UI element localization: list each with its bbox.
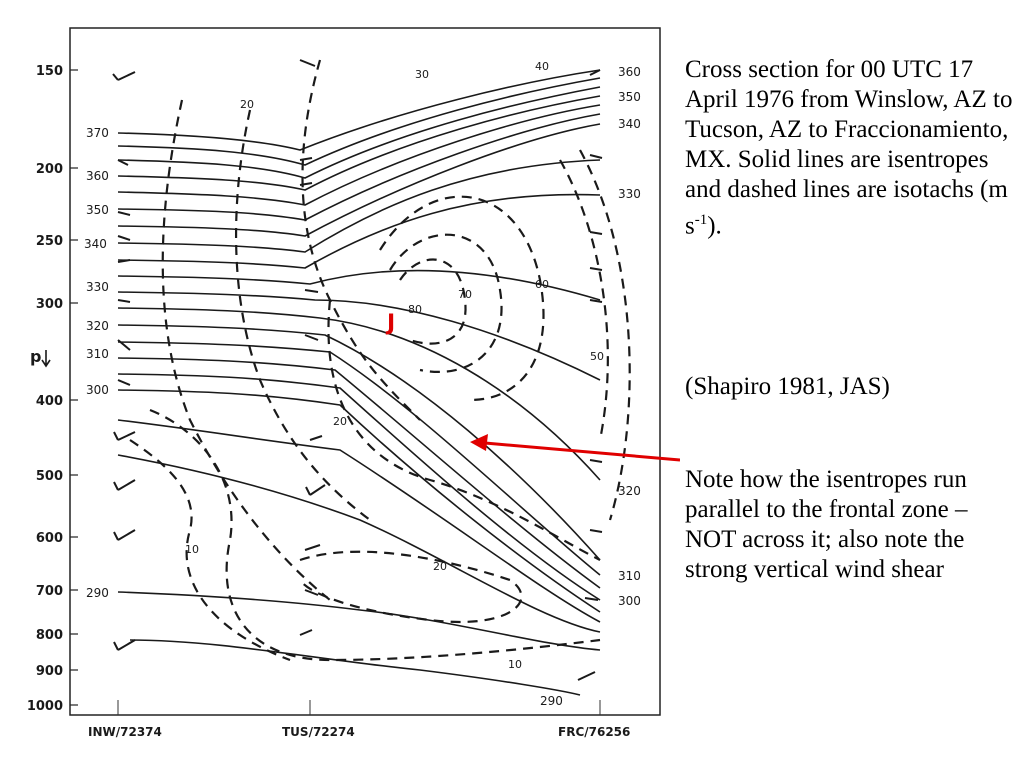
pressure-labels	[27, 64, 63, 714]
isentrope-label: 330	[618, 187, 641, 201]
isentrope-label: 340	[84, 237, 107, 251]
isentrope-labels-left	[84, 126, 109, 600]
isentrope-label: 310	[618, 569, 641, 583]
isentrope-label: 360	[618, 65, 641, 79]
pressure-axis-label: p	[30, 347, 42, 366]
pressure-label: 600	[35, 531, 63, 546]
station-labels	[88, 725, 630, 739]
caption-citation: (Shapiro 1981, JAS)	[685, 373, 890, 400]
isotach-labels	[185, 60, 604, 671]
pressure-label: 200	[35, 162, 63, 177]
isentrope-label: 330	[86, 280, 109, 294]
frontal-zone-arrow-icon	[470, 434, 680, 460]
caption-description-end: ).	[707, 212, 722, 240]
isentrope-label: 360	[86, 169, 109, 183]
isentrope-label: 310	[86, 347, 109, 361]
pressure-ticks	[70, 70, 78, 705]
isotach-label: 20	[240, 98, 254, 111]
isotach-label: 60	[535, 278, 549, 291]
jet-marker: J	[387, 311, 396, 336]
isentrope-label: 320	[86, 319, 109, 333]
station-label: INW/72374	[88, 725, 162, 739]
station-label: FRC/76256	[558, 725, 631, 739]
isotach-label: 40	[535, 60, 549, 73]
isentrope-label: 290	[540, 694, 563, 708]
isentrope-label: 350	[618, 90, 641, 104]
isotach-label: 20	[433, 560, 447, 573]
isentrope-label: 350	[86, 203, 109, 217]
pressure-label: 700	[35, 584, 63, 599]
pressure-label: 1000	[26, 699, 63, 714]
pressure-label: 800	[35, 628, 63, 643]
station-label: TUS/72274	[282, 725, 355, 739]
isotach-label: 30	[415, 68, 429, 81]
pressure-label: 400	[35, 394, 63, 409]
isentrope-label: 300	[618, 594, 641, 608]
station-lines	[118, 700, 600, 715]
isentropes	[118, 70, 600, 695]
isotach-label: 20	[333, 415, 347, 428]
isotach-label: 80	[408, 303, 422, 316]
isentrope-labels-right	[540, 65, 641, 708]
isentrope-label: 370	[86, 126, 109, 140]
isotach-label: 70	[458, 288, 472, 301]
caption-unit-exponent: -1	[694, 212, 708, 228]
pressure-label: 300	[35, 297, 63, 312]
caption-description	[685, 55, 1015, 241]
isentrope-label: 320	[618, 484, 641, 498]
caption-description-text: Cross section for 00 UTC 17 April 1976 from Winslow, AZ to Tucson, AZ to Fraccionamiento, MX. Solid lines are isentropes and dashed lines are isotachs (m s	[685, 56, 1013, 240]
isentrope-label: 340	[618, 117, 641, 131]
isentrope-label: 300	[86, 383, 109, 397]
caption-note: Note how the isentropes run parallel to the frontal zone – NOT across it; also note the strong vertical wind shear	[685, 466, 968, 583]
isentrope-label: 290	[86, 586, 109, 600]
plot-frame	[70, 28, 660, 715]
pressure-axis-arrow-icon	[42, 350, 50, 366]
pressure-label: 900	[35, 664, 63, 679]
pressure-label: 250	[35, 234, 63, 249]
pressure-label: 150	[35, 64, 63, 79]
isotach-label: 50	[590, 350, 604, 363]
isotach-label: 10	[185, 543, 199, 556]
isotach-label: 10	[508, 658, 522, 671]
pressure-label: 500	[35, 469, 63, 484]
